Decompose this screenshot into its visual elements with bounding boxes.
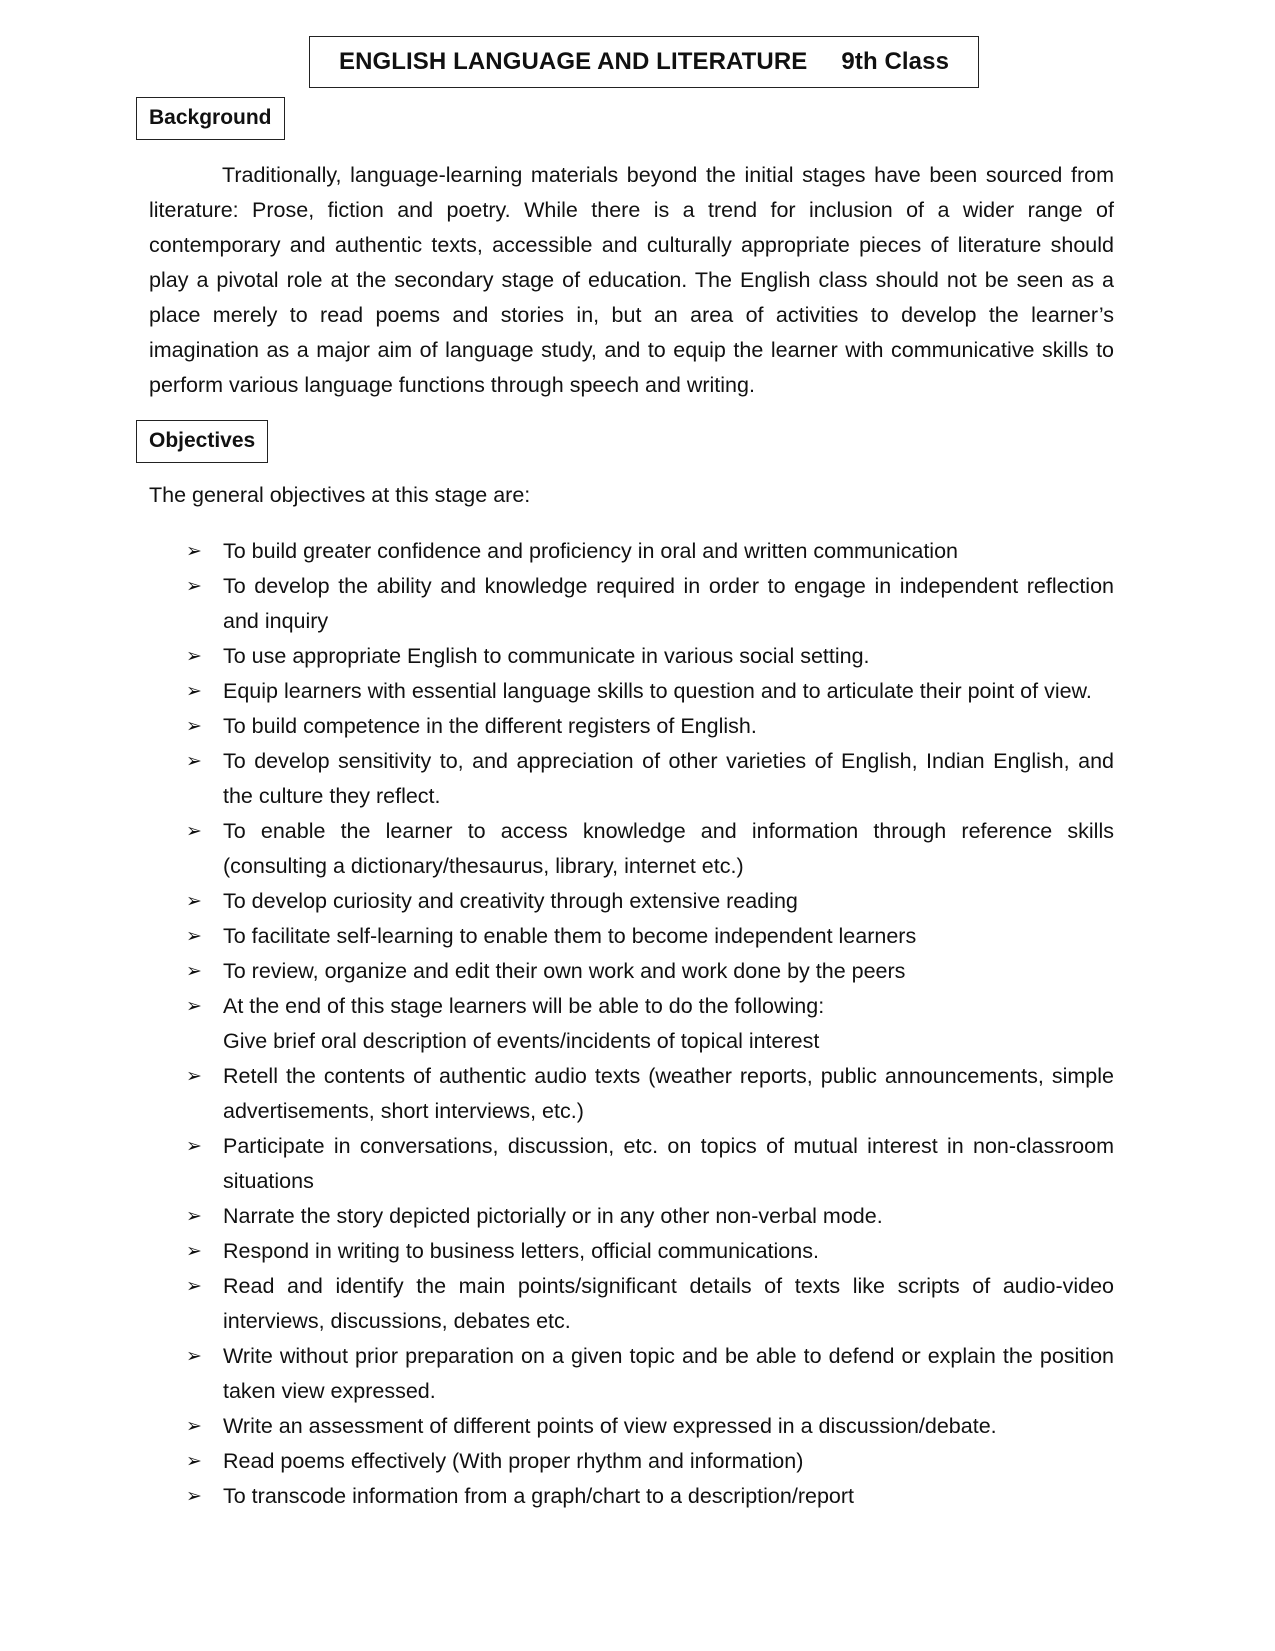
arrow-bullet-icon: ➢ — [186, 646, 202, 667]
objective-text: Write an assessment of different points of view expressed in a discussion/debate. — [223, 1414, 997, 1438]
objective-text: To develop the ability and knowledge required in order to engage in independent reflection and inquiry — [223, 574, 1114, 633]
objective-text: To enable the learner to access knowledge and information through reference skills (consulting a dictionary/thesaurus, library, internet etc.) — [223, 819, 1114, 878]
objective-item — [149, 1129, 1114, 1199]
objective-text: Retell the contents of authentic audio texts (weather reports, public announcements, simple advertisements, short interviews, etc.) — [223, 1064, 1114, 1123]
arrow-bullet-icon: ➢ — [186, 996, 202, 1017]
arrow-bullet-icon: ➢ — [186, 1276, 202, 1297]
objective-item — [149, 1444, 1114, 1479]
objective-item — [149, 1059, 1114, 1129]
objectives-list — [149, 534, 1114, 1514]
objective-text: To develop sensitivity to, and appreciation of other varieties of English, Indian English, and the culture they reflect. — [223, 749, 1114, 808]
arrow-bullet-icon: ➢ — [186, 751, 202, 772]
objective-text: To build greater confidence and proficiency in oral and written communication — [223, 539, 958, 563]
objective-text: To transcode information from a graph/chart to a description/report — [223, 1484, 854, 1508]
objective-text: Narrate the story depicted pictorially or in any other non-verbal mode. — [223, 1204, 883, 1228]
page-title: ENGLISH LANGUAGE AND LITERATURE — [338, 48, 808, 75]
objective-text: To review, organize and edit their own work and work done by the peers — [223, 959, 906, 983]
objective-item — [149, 1339, 1114, 1409]
objective-text: To build competence in the different registers of English. — [223, 714, 757, 738]
objective-text: Participate in conversations, discussion, etc. on topics of mutual interest in non-classroom situations — [223, 1134, 1114, 1193]
objective-item — [149, 1234, 1114, 1269]
objective-text: Respond in writing to business letters, official communications. — [223, 1239, 819, 1263]
objective-item — [149, 744, 1114, 814]
background-heading: Background — [136, 97, 285, 140]
objective-item — [149, 989, 1114, 1059]
arrow-bullet-icon: ➢ — [186, 681, 202, 702]
arrow-bullet-icon: ➢ — [186, 1416, 202, 1437]
arrow-bullet-icon: ➢ — [186, 1486, 202, 1507]
objective-item — [149, 1269, 1114, 1339]
arrow-bullet-icon: ➢ — [186, 891, 202, 912]
objective-subtext: Give brief oral description of events/incidents of topical interest — [223, 1029, 820, 1053]
objective-item — [149, 884, 1114, 919]
objective-item — [149, 954, 1114, 989]
objective-item — [149, 814, 1114, 884]
objective-text: Write without prior preparation on a given topic and be able to defend or explain the position taken view expressed. — [223, 1344, 1114, 1403]
objective-text: Read poems effectively (With proper rhythm and information) — [223, 1449, 804, 1473]
arrow-bullet-icon: ➢ — [186, 1451, 202, 1472]
objective-item — [149, 1199, 1114, 1234]
objective-text: To develop curiosity and creativity through extensive reading — [223, 889, 798, 913]
arrow-bullet-icon: ➢ — [186, 1206, 202, 1227]
class-label: 9th Class — [841, 48, 950, 75]
objective-text: To use appropriate English to communicate in various social setting. — [223, 644, 870, 668]
objectives-heading: Objectives — [136, 420, 268, 463]
arrow-bullet-icon: ➢ — [186, 1066, 202, 1087]
arrow-bullet-icon: ➢ — [186, 821, 202, 842]
arrow-bullet-icon: ➢ — [186, 961, 202, 982]
objective-item — [149, 674, 1114, 709]
arrow-bullet-icon: ➢ — [186, 541, 202, 562]
objective-text: To facilitate self-learning to enable them to become independent learners — [223, 924, 917, 948]
objective-item — [149, 1409, 1114, 1444]
objective-item — [149, 639, 1114, 674]
objective-text: At the end of this stage learners will be able to do the following: — [223, 994, 825, 1018]
objective-item — [149, 709, 1114, 744]
objective-item — [149, 1479, 1114, 1514]
arrow-bullet-icon: ➢ — [186, 1346, 202, 1367]
arrow-bullet-icon: ➢ — [186, 926, 202, 947]
objective-text: Equip learners with essential language skills to question and to articulate their point of view. — [223, 679, 1092, 703]
arrow-bullet-icon: ➢ — [186, 1136, 202, 1157]
arrow-bullet-icon: ➢ — [186, 716, 202, 737]
arrow-bullet-icon: ➢ — [186, 1241, 202, 1262]
objective-item — [149, 534, 1114, 569]
arrow-bullet-icon: ➢ — [186, 576, 202, 597]
objective-item — [149, 569, 1114, 639]
background-paragraph: Traditionally, language-learning materials beyond the initial stages have been sourced from literature: Prose, fiction and poetry. While there is a trend for inclusion of a wider range of contemporary and authentic texts, accessible and culturally appropriate pieces of literature should play a pivotal role at the secondary stage of education. The English class should not be seen as a place merely to read poems and stories in, but an area of activities to develop the learner’s imagination as a major aim of language study, and to equip the learner with communicative skills to perform various language functions through speech and writing. — [149, 163, 1114, 397]
objective-text: Read and identify the main points/significant details of texts like scripts of audio-video interviews, discussions, debates etc. — [223, 1274, 1114, 1333]
page-title-box — [309, 36, 979, 88]
objective-item — [149, 919, 1114, 954]
objectives-intro: The general objectives at this stage are: — [149, 483, 531, 507]
